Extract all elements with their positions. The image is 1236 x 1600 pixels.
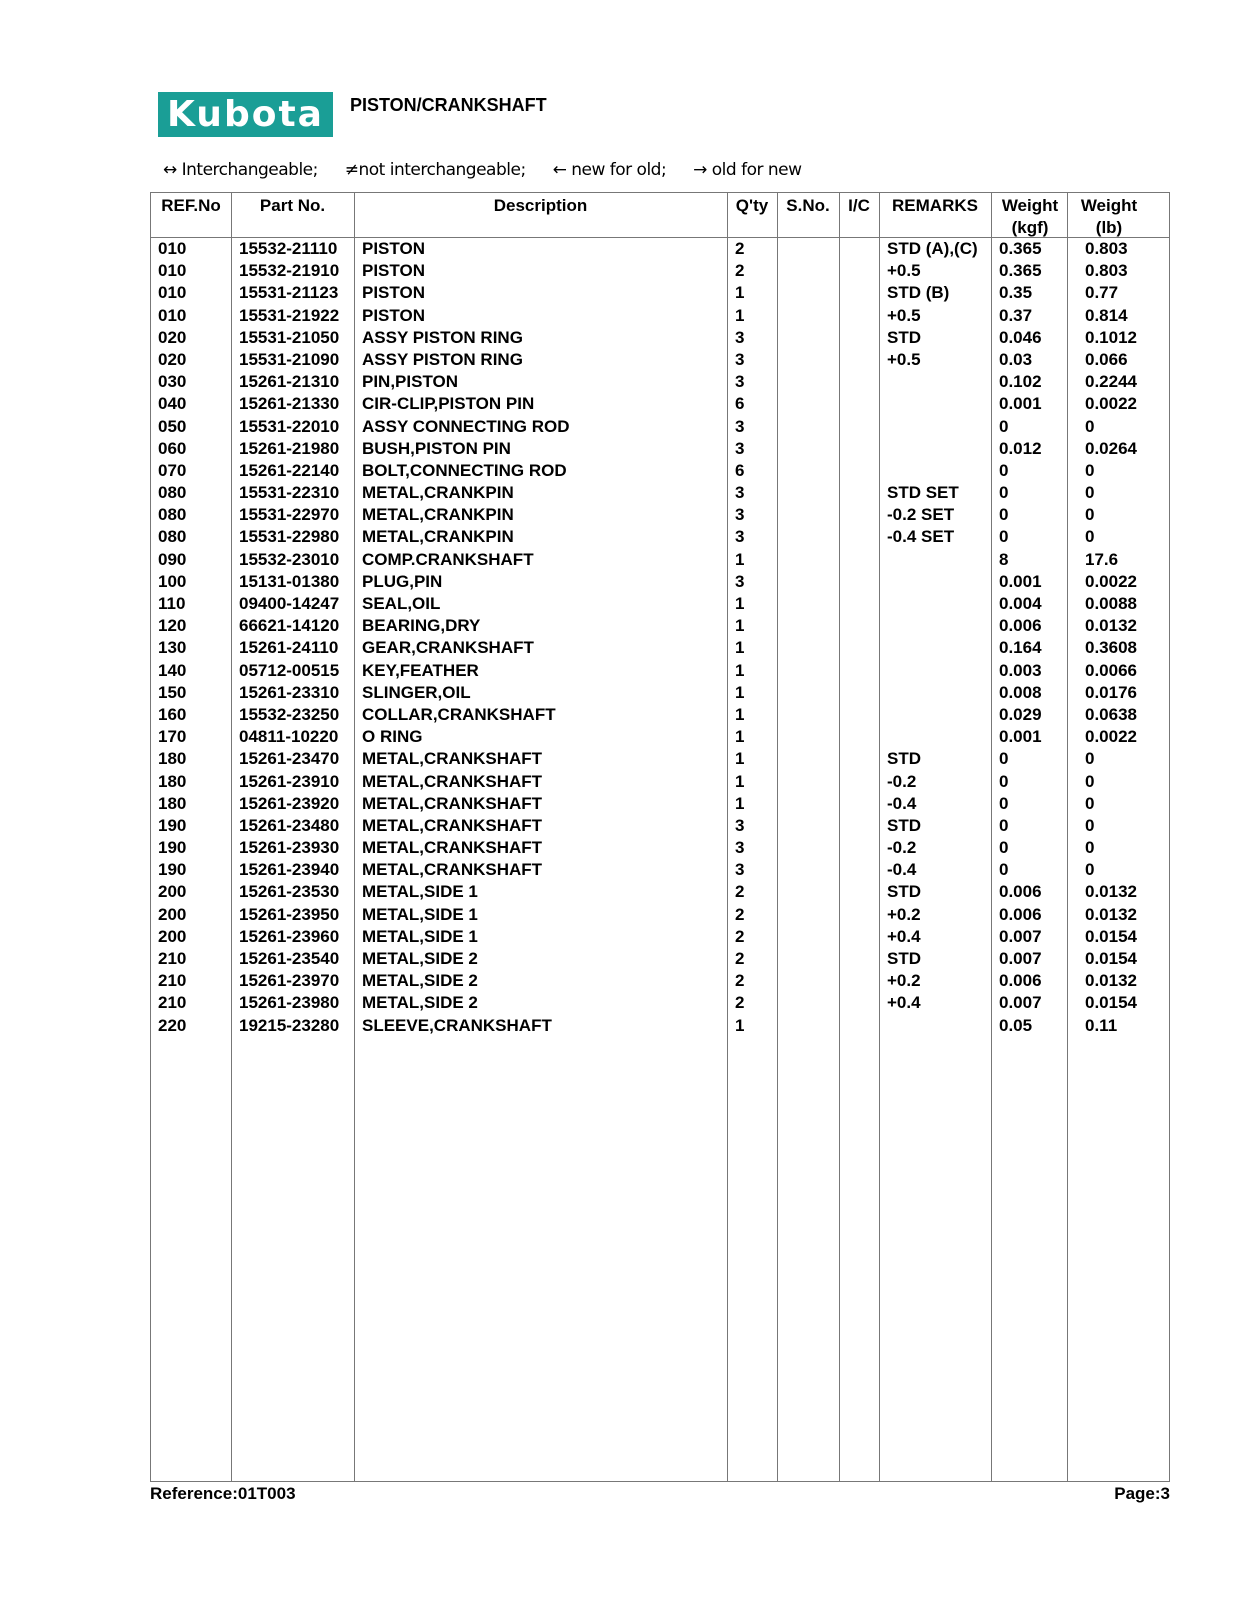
cell-weight-lb: 0.803	[1085, 261, 1128, 281]
cell-remarks: -0.4	[887, 860, 917, 880]
cell-weight-kgf: 0.012	[999, 438, 1042, 458]
cell-ref-no: 200	[158, 904, 187, 924]
cell-ref-no: 180	[158, 771, 187, 791]
table-body	[151, 238, 1169, 1037]
cell-weight-kgf: 0.006	[999, 882, 1042, 902]
cell-description: METAL,CRANKSHAFT	[362, 771, 543, 791]
cell-remarks: +0.5	[887, 261, 921, 281]
cell-ref-no: 140	[158, 660, 187, 680]
cell-part-no: 15532-21910	[239, 261, 340, 281]
cell-qty: 1	[735, 771, 745, 791]
table-row	[151, 926, 1169, 948]
cell-ref-no: 200	[158, 882, 187, 902]
cell-weight-kgf: 0	[999, 505, 1009, 525]
cell-ref-no: 040	[158, 394, 187, 414]
table-row	[151, 549, 1169, 571]
cell-description: METAL,CRANKPIN	[362, 483, 514, 503]
cell-qty: 3	[735, 527, 745, 547]
table-row	[151, 660, 1169, 682]
cell-description: COMP.CRANKSHAFT	[362, 549, 534, 569]
cell-weight-lb: 0.0132	[1085, 882, 1137, 902]
cell-weight-lb: 0	[1085, 483, 1095, 503]
cell-weight-lb: 0	[1085, 860, 1095, 880]
cell-weight-kgf: 0.001	[999, 571, 1042, 591]
legend-old-for-new: → old for new	[693, 160, 802, 180]
cell-weight-kgf: 0.37	[999, 305, 1033, 325]
cell-part-no: 15261-23310	[239, 682, 340, 702]
cell-remarks: -0.2	[887, 838, 917, 858]
cell-weight-kgf: 0.008	[999, 682, 1042, 702]
cell-part-no: 15531-22010	[239, 416, 340, 436]
table-row	[151, 881, 1169, 903]
cell-qty: 1	[735, 594, 745, 613]
cell-weight-lb: 0	[1085, 527, 1095, 547]
cell-ref-no: 160	[158, 704, 187, 724]
cell-ref-no: 150	[158, 682, 187, 702]
cell-ref-no: 220	[158, 1015, 187, 1035]
cell-remarks: -0.4 SET	[887, 527, 955, 547]
table-row	[151, 371, 1169, 393]
table-row	[151, 904, 1169, 926]
cell-weight-lb: 0.0088	[1085, 594, 1137, 613]
table-row	[151, 393, 1169, 415]
cell-weight-kgf: 0.102	[999, 372, 1042, 392]
cell-weight-kgf: 0.365	[999, 261, 1042, 281]
cell-description: METAL,CRANKSHAFT	[362, 793, 543, 813]
cell-remarks: STD	[887, 882, 921, 902]
cell-description: PISTON	[362, 283, 425, 303]
cell-part-no: 15261-23970	[239, 971, 340, 991]
legend-not-interchangeable: ≠not interchangeable;	[344, 160, 526, 180]
cell-weight-lb: 0	[1085, 771, 1095, 791]
cell-part-no: 09400-14247	[239, 594, 340, 613]
table-row	[151, 637, 1169, 659]
cell-qty: 2	[735, 993, 745, 1013]
cell-weight-lb: 0.066	[1085, 349, 1128, 369]
cell-weight-kgf: 0.164	[999, 638, 1042, 658]
cell-weight-lb: 0	[1085, 749, 1095, 769]
cell-weight-lb: 0.0132	[1085, 971, 1137, 991]
cell-description: METAL,SIDE 2	[362, 971, 478, 991]
cell-part-no: 19215-23280	[239, 1015, 340, 1035]
cell-weight-kgf: 0	[999, 749, 1009, 769]
cell-description: BUSH,PISTON PIN	[362, 438, 511, 458]
cell-description: ASSY PISTON RING	[362, 349, 523, 369]
cell-part-no: 15261-23930	[239, 838, 340, 858]
cell-weight-kgf: 0	[999, 527, 1009, 547]
cell-ref-no: 020	[158, 349, 187, 369]
cell-ref-no: 010	[158, 283, 187, 303]
cell-weight-kgf: 0	[999, 793, 1009, 813]
cell-ref-no: 210	[158, 971, 187, 991]
cell-part-no: 15261-21980	[239, 438, 340, 458]
cell-qty: 2	[735, 239, 745, 258]
cell-weight-lb: 0.2244	[1085, 372, 1137, 392]
cell-description: METAL,SIDE 2	[362, 993, 478, 1013]
cell-weight-kgf: 0.006	[999, 616, 1042, 636]
col-header-remarks: REMARKS	[892, 196, 978, 215]
cell-weight-lb: 0	[1085, 838, 1095, 858]
cell-weight-lb: 0.0132	[1085, 904, 1137, 924]
cell-part-no: 15261-23480	[239, 815, 340, 835]
cell-part-no: 15261-21310	[239, 372, 340, 392]
cell-weight-kgf: 0	[999, 860, 1009, 880]
cell-qty: 2	[735, 949, 745, 968]
table-row	[151, 416, 1169, 438]
cell-weight-lb: 0.0154	[1085, 949, 1137, 968]
cell-part-no: 15531-22970	[239, 505, 340, 525]
cell-part-no: 15261-23980	[239, 993, 340, 1013]
cell-description: BEARING,DRY	[362, 616, 481, 636]
cell-weight-lb: 0.814	[1085, 305, 1128, 325]
cell-qty: 3	[735, 372, 745, 392]
table-row	[151, 771, 1169, 793]
cell-qty: 3	[735, 349, 745, 369]
parts-table	[150, 192, 1170, 1482]
cell-part-no: 15261-23530	[239, 882, 340, 902]
cell-description: BOLT,CONNECTING ROD	[362, 460, 567, 480]
page-title: PISTON/CRANKSHAFT	[350, 95, 547, 115]
cell-weight-kgf: 0	[999, 416, 1009, 436]
cell-ref-no: 020	[158, 327, 187, 347]
table-row	[151, 305, 1169, 327]
interchangeability-legend	[163, 160, 824, 180]
cell-weight-kgf: 0	[999, 838, 1009, 858]
cell-ref-no: 210	[158, 993, 187, 1013]
cell-weight-lb: 0	[1085, 460, 1095, 480]
cell-part-no: 15261-22140	[239, 460, 340, 480]
cell-qty: 1	[735, 549, 745, 569]
table-row	[151, 593, 1169, 615]
logo-text: Kubota	[167, 93, 324, 135]
cell-description: COLLAR,CRANKSHAFT	[362, 704, 556, 724]
table-row	[151, 282, 1169, 304]
cell-qty: 2	[735, 261, 745, 281]
cell-qty: 3	[735, 327, 745, 347]
cell-weight-lb: 0.77	[1085, 283, 1119, 303]
cell-weight-lb: 0.0066	[1085, 660, 1137, 680]
cell-description: METAL,CRANKPIN	[362, 505, 514, 525]
cell-description: SEAL,OIL	[362, 594, 441, 613]
cell-ref-no: 120	[158, 616, 187, 636]
table-row	[151, 837, 1169, 859]
table-row	[151, 526, 1169, 548]
cell-weight-kgf: 0	[999, 460, 1009, 480]
cell-ref-no: 080	[158, 505, 187, 525]
cell-part-no: 66621-14120	[239, 616, 340, 636]
cell-qty: 3	[735, 483, 745, 503]
cell-qty: 1	[735, 682, 745, 702]
cell-remarks: STD	[887, 815, 921, 835]
cell-part-no: 15532-23010	[239, 549, 340, 569]
table-row	[151, 970, 1169, 992]
cell-part-no: 15532-23250	[239, 704, 340, 724]
cell-part-no: 15531-21123	[239, 283, 339, 303]
table-row	[151, 948, 1169, 970]
cell-description: METAL,CRANKSHAFT	[362, 860, 543, 880]
cell-weight-kgf: 0.007	[999, 993, 1042, 1013]
table-row	[151, 615, 1169, 637]
cell-description: SLEEVE,CRANKSHAFT	[362, 1015, 552, 1035]
cell-weight-kgf: 8	[999, 549, 1009, 569]
cell-weight-kgf: 0.006	[999, 971, 1042, 991]
cell-qty: 1	[735, 749, 745, 769]
cell-description: METAL,SIDE 1	[362, 882, 478, 902]
cell-ref-no: 010	[158, 239, 187, 258]
cell-part-no: 15261-23940	[239, 860, 340, 880]
cell-ref-no: 190	[158, 860, 187, 880]
cell-weight-kgf: 0	[999, 815, 1009, 835]
cell-weight-lb: 0.0132	[1085, 616, 1137, 636]
page-number: Page:3	[1114, 1484, 1170, 1503]
cell-remarks: +0.5	[887, 305, 921, 325]
col-header-sno: S.No.	[786, 196, 830, 215]
cell-part-no: 15531-21090	[239, 349, 340, 369]
cell-weight-lb: 0.0264	[1085, 438, 1137, 458]
kubota-logo	[158, 92, 333, 137]
cell-ref-no: 180	[158, 749, 187, 769]
cell-weight-lb: 0	[1085, 815, 1095, 835]
cell-ref-no: 210	[158, 949, 187, 968]
cell-description: PISTON	[362, 305, 425, 325]
cell-remarks: -0.2 SET	[887, 505, 955, 525]
cell-ref-no: 060	[158, 438, 187, 458]
cell-qty: 1	[735, 638, 745, 658]
cell-qty: 3	[735, 438, 745, 458]
cell-remarks: +0.2	[887, 904, 921, 924]
cell-remarks: STD (A),(C)	[887, 239, 978, 258]
table-row	[151, 571, 1169, 593]
table-row	[151, 460, 1169, 482]
cell-qty: 2	[735, 904, 745, 924]
cell-part-no: 15531-21922	[239, 305, 340, 325]
cell-part-no: 15261-23920	[239, 793, 340, 813]
cell-qty: 6	[735, 460, 745, 480]
table-row	[151, 327, 1169, 349]
cell-weight-kgf: 0.007	[999, 949, 1042, 968]
cell-ref-no: 100	[158, 571, 187, 591]
cell-ref-no: 170	[158, 727, 187, 747]
cell-weight-kgf: 0.006	[999, 904, 1042, 924]
cell-remarks: STD (B)	[887, 283, 950, 303]
cell-weight-kgf: 0.046	[999, 327, 1042, 347]
cell-ref-no: 090	[158, 549, 187, 569]
table-row	[151, 438, 1169, 460]
cell-description: METAL,CRANKSHAFT	[362, 749, 543, 769]
cell-weight-kgf: 0	[999, 771, 1009, 791]
cell-remarks: -0.2	[887, 771, 917, 791]
table-row	[151, 793, 1169, 815]
cell-qty: 3	[735, 571, 745, 591]
cell-ref-no: 080	[158, 527, 187, 547]
cell-qty: 3	[735, 505, 745, 525]
cell-qty: 1	[735, 660, 745, 680]
cell-qty: 2	[735, 971, 745, 991]
cell-weight-kgf: 0	[999, 483, 1009, 503]
cell-remarks: STD SET	[887, 483, 959, 503]
cell-weight-kgf: 0.003	[999, 660, 1042, 680]
cell-qty: 2	[735, 926, 745, 946]
cell-qty: 3	[735, 416, 745, 436]
cell-weight-lb: 0.0022	[1085, 727, 1137, 747]
cell-remarks: STD	[887, 949, 921, 968]
table-row	[151, 1015, 1169, 1037]
col-header-weight-kgf: Weight (kgf)	[1001, 196, 1059, 237]
cell-ref-no: 190	[158, 815, 187, 835]
cell-ref-no: 010	[158, 261, 187, 281]
cell-ref-no: 180	[158, 793, 187, 813]
cell-qty: 3	[735, 860, 745, 880]
cell-description: PIN,PISTON	[362, 372, 459, 392]
table-row	[151, 238, 1169, 260]
cell-qty: 6	[735, 394, 745, 414]
cell-qty: 1	[735, 1015, 745, 1035]
col-header-part-no: Part No.	[259, 196, 326, 215]
cell-part-no: 15261-23910	[239, 771, 340, 791]
table-row	[151, 748, 1169, 770]
cell-remarks: +0.2	[887, 971, 921, 991]
cell-weight-kgf: 0.029	[999, 704, 1042, 724]
cell-description: ASSY PISTON RING	[362, 327, 523, 347]
cell-ref-no: 110	[158, 594, 186, 613]
cell-description: GEAR,CRANKSHAFT	[362, 638, 534, 658]
cell-weight-kgf: 0.35	[999, 283, 1033, 303]
cell-description: PLUG,PIN	[362, 571, 443, 591]
col-header-ic: I/C	[848, 196, 870, 215]
cell-remarks: -0.4	[887, 793, 917, 813]
cell-description: ASSY CONNECTING ROD	[362, 416, 570, 436]
cell-weight-lb: 17.6	[1085, 549, 1119, 569]
cell-weight-lb: 0.1012	[1085, 327, 1137, 347]
cell-weight-lb: 0.3608	[1085, 638, 1137, 658]
cell-remarks: +0.4	[887, 993, 921, 1013]
cell-weight-kgf: 0.007	[999, 926, 1042, 946]
cell-part-no: 15131-01380	[239, 571, 340, 591]
cell-part-no: 15261-24110	[239, 638, 339, 658]
table-row	[151, 260, 1169, 282]
legend-new-for-old: ← new for old;	[552, 160, 667, 180]
cell-part-no: 15261-23540	[239, 949, 340, 968]
cell-qty: 2	[735, 882, 745, 902]
legend-interchangeable: ↔ Interchangeable;	[163, 160, 318, 180]
cell-description: METAL,SIDE 2	[362, 949, 478, 968]
cell-part-no: 15531-21050	[239, 327, 340, 347]
col-header-qty: Q'ty	[735, 196, 769, 215]
cell-weight-lb: 0.803	[1085, 239, 1128, 258]
cell-weight-kgf: 0.001	[999, 727, 1042, 747]
cell-qty: 1	[735, 616, 745, 636]
cell-qty: 1	[735, 305, 745, 325]
cell-weight-lb: 0	[1085, 416, 1095, 436]
cell-description: PISTON	[362, 261, 425, 281]
cell-qty: 3	[735, 838, 745, 858]
table-row	[151, 682, 1169, 704]
cell-part-no: 15531-22980	[239, 527, 340, 547]
cell-weight-lb: 0.11	[1085, 1015, 1118, 1035]
cell-description: CIR-CLIP,PISTON PIN	[362, 394, 535, 414]
cell-ref-no: 130	[158, 638, 187, 658]
cell-qty: 1	[735, 727, 745, 747]
col-header-weight-lb: Weight (lb)	[1080, 196, 1138, 237]
cell-part-no: 15261-23470	[239, 749, 340, 769]
cell-qty: 1	[735, 704, 745, 724]
cell-remarks: STD	[887, 327, 921, 347]
cell-qty: 3	[735, 815, 745, 835]
cell-weight-kgf: 0.05	[999, 1015, 1033, 1035]
cell-ref-no: 030	[158, 372, 187, 392]
cell-qty: 1	[735, 793, 745, 813]
cell-ref-no: 200	[158, 926, 187, 946]
cell-description: METAL,CRANKSHAFT	[362, 838, 543, 858]
table-row	[151, 504, 1169, 526]
cell-weight-kgf: 0.004	[999, 594, 1042, 613]
cell-remarks: +0.4	[887, 926, 921, 946]
cell-part-no: 15261-21330	[239, 394, 340, 414]
table-row	[151, 992, 1169, 1014]
cell-weight-lb: 0.0638	[1085, 704, 1137, 724]
cell-weight-lb: 0.0176	[1085, 682, 1137, 702]
cell-weight-kgf: 0.03	[999, 349, 1033, 369]
cell-part-no: 15531-22310	[239, 483, 340, 503]
reference-label: Reference:01T003	[150, 1484, 296, 1503]
cell-weight-lb: 0.0154	[1085, 926, 1137, 946]
cell-description: SLINGER,OIL	[362, 682, 471, 702]
col-header-description: Description	[493, 196, 588, 215]
cell-description: METAL,CRANKSHAFT	[362, 815, 543, 835]
table-row	[151, 349, 1169, 371]
cell-weight-lb: 0	[1085, 793, 1095, 813]
table-row	[151, 482, 1169, 504]
table-row	[151, 815, 1169, 837]
cell-weight-lb: 0.0022	[1085, 394, 1137, 414]
cell-ref-no: 080	[158, 483, 187, 503]
cell-weight-lb: 0	[1085, 505, 1095, 525]
cell-part-no: 05712-00515	[239, 660, 340, 680]
table-row	[151, 704, 1169, 726]
cell-description: METAL,SIDE 1	[362, 904, 478, 924]
cell-description: PISTON	[362, 239, 425, 258]
cell-remarks: STD	[887, 749, 921, 769]
cell-description: METAL,CRANKPIN	[362, 527, 514, 547]
cell-part-no: 15532-21110	[239, 239, 338, 258]
cell-ref-no: 190	[158, 838, 187, 858]
cell-weight-kgf: 0.001	[999, 394, 1042, 414]
table-row	[151, 726, 1169, 748]
cell-weight-lb: 0.0022	[1085, 571, 1137, 591]
cell-remarks: +0.5	[887, 349, 921, 369]
cell-part-no: 04811-10220	[239, 727, 339, 747]
cell-ref-no: 050	[158, 416, 187, 436]
cell-ref-no: 070	[158, 460, 187, 480]
table-row	[151, 859, 1169, 881]
cell-part-no: 15261-23950	[239, 904, 340, 924]
cell-description: O RING	[362, 727, 423, 747]
cell-ref-no: 010	[158, 305, 187, 325]
col-header-ref: REF.No	[161, 196, 221, 215]
cell-weight-lb: 0.0154	[1085, 993, 1137, 1013]
cell-part-no: 15261-23960	[239, 926, 340, 946]
cell-weight-kgf: 0.365	[999, 239, 1042, 258]
cell-qty: 1	[735, 283, 745, 303]
cell-description: KEY,FEATHER	[362, 660, 479, 680]
cell-description: METAL,SIDE 1	[362, 926, 478, 946]
